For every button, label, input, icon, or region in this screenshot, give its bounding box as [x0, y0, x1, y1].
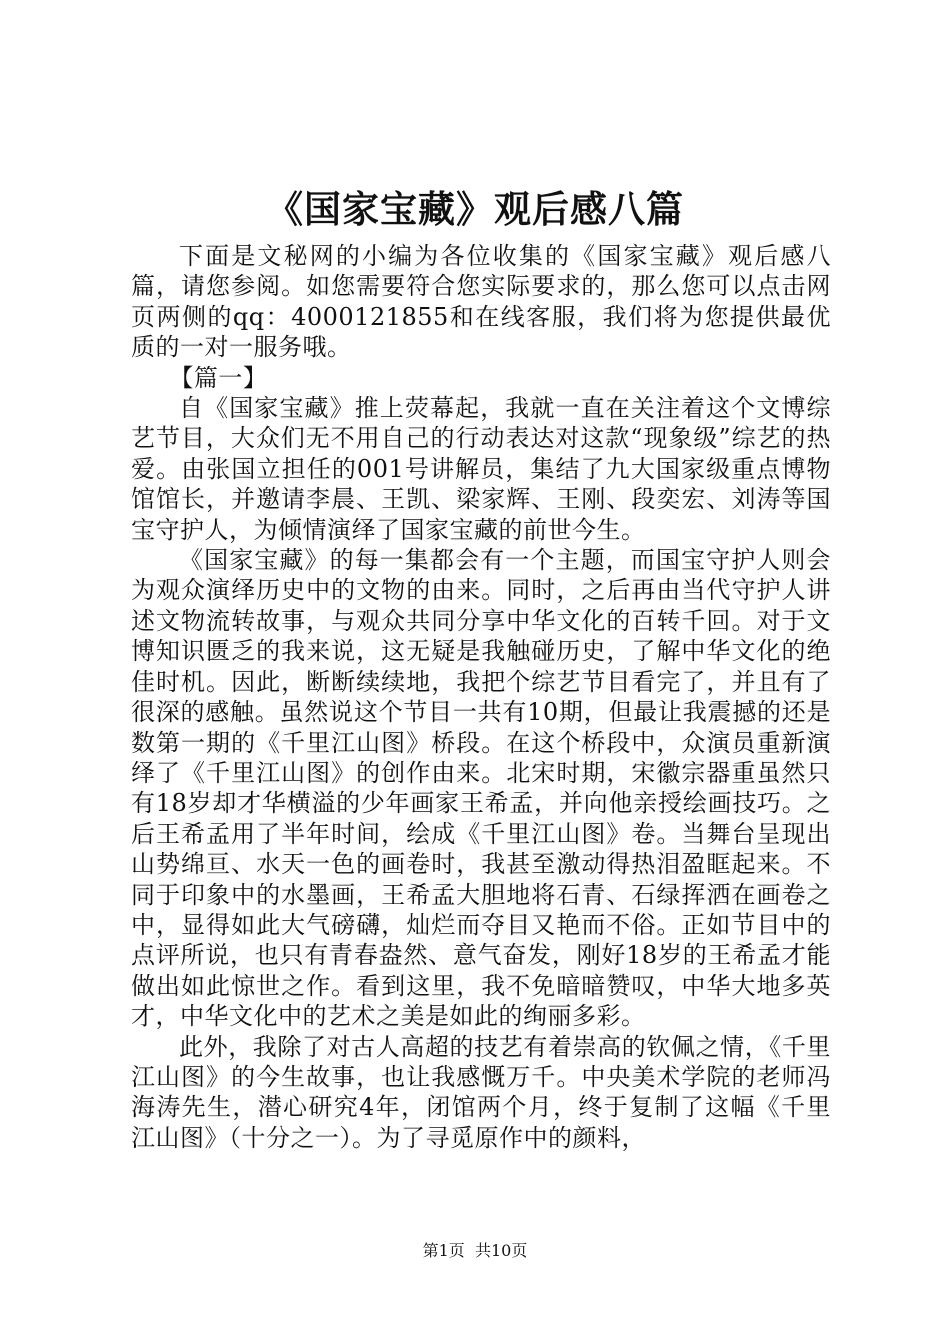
body-paragraph: 自《国家宝藏》推上荧幕起，我就一直在关注着这个文博综艺节目，大众们无不用自己的行动表达对这款“现象级”综艺的热爱。由张国立担任的001号讲解员，集结了九大国家级重点博物馆馆长，并邀请李晨、王凯、梁家辉、王刚、段奕宏、刘涛等国宝守护人，为倾情演绎了国家宝藏的前世今生。: [131, 394, 831, 544]
footer-separator: [465, 1241, 475, 1260]
intro-paragraph: 下面是文秘网的小编为各位收集的《国家宝藏》观后感八篇，请您参阅。如您需要符合您实际要求的，那么您可以点击网页两侧的qq：4000121855和在线客服，我们将为您提供最优质的一对一服务哦。: [131, 242, 831, 362]
page-footer: [0, 1239, 950, 1263]
section-heading-part-one: 【篇一】: [169, 363, 268, 392]
page-total: 共10页: [474, 1241, 528, 1260]
page-number: 第1页: [422, 1241, 465, 1260]
body-paragraph: 《国家宝藏》的每一集都会有一个主题，而国宝守护人则会为观众演绎历史中的文物的由来。同时，之后再由当代守护人讲述文物流转故事，与观众共同分享中华文化的百转千回。对于文博知识匮乏的我来说，这无疑是我触碰历史，了解中华文化的绝佳时机。因此，断断续续地，我把个综艺节目看完了，并且有了很深的感触。虽然说这个节目一共有10期，但最让我震撼的还是数第一期的《千里江山图》桥段。在这个桥段中，众演员重新演绎了《千里江山图》的创作由来。北宋时期，宋徽宗器重虽然只有18岁却才华横溢的少年画家王希孟，并向他亲授绘画技巧。之后王希孟用了半年时间，绘成《千里江山图》卷。当舞台呈现出山势绵亘、水天一色的画卷时，我甚至激动得热泪盈眶起来。不同于印象中的水墨画，王希孟大胆地将石青、石绿挥洒在画卷之中，显得如此大气磅礴，灿烂而夺目又艳而不俗。正如节目中的点评所说，也只有青春盎然、意气奋发，刚好18岁的王希孟才能做出如此惊世之作。看到这里，我不免暗暗赞叹，中华大地多英才，中华文化中的艺术之美是如此的绚丽多彩。: [131, 546, 831, 1031]
document-body: [131, 241, 831, 1153]
document-title: 《国家宝藏》观后感八篇: [266, 187, 684, 231]
body-paragraph: 此外，我除了对古人高超的技艺有着崇高的钦佩之情，《千里江山图》的今生故事，也让我感慨万千。中央美术学院的老师冯海涛先生，潜心研究4年，闭馆两个月，终于复制了这幅《千里江山图》（十分之一）。为了寻觅原作中的颜料，: [131, 1032, 831, 1152]
